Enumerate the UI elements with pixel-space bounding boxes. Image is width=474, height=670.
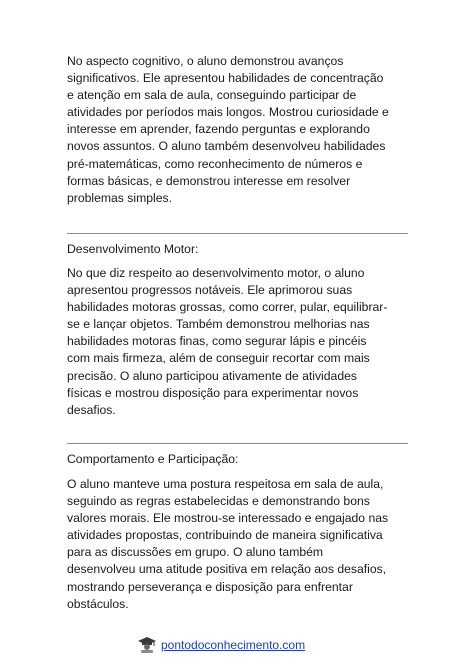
text-line: apresentou progressos notáveis. Ele aprimorou suas <box>67 283 353 298</box>
text-line: interesse em aprender, fazendo perguntas e explorando <box>67 122 370 137</box>
text-line: físicas e mostrou disposição para experimentar novos <box>67 385 359 400</box>
text-line: O aluno manteve uma postura respeitosa em sala de aula, <box>67 477 384 491</box>
heading-motor: Desenvolvimento Motor: <box>67 242 199 256</box>
text-line: desenvolveu uma atitude positiva em relação aos desafios, <box>67 562 387 577</box>
text-line: problemas simples. <box>67 190 172 205</box>
paragraph-motor <box>67 265 412 419</box>
text-line: significativos. Ele apresentou habilidades de concentração <box>67 71 384 86</box>
text-line: com mais firmeza, além de conseguir recortar com mais <box>67 351 370 366</box>
text-line: pré-matemáticas, como reconhecimento de números e <box>67 156 363 171</box>
heading-behavior: Comportamento e Participação: <box>67 452 239 466</box>
text-line: valores morais. Ele mostrou-se interessado e engajado nas <box>67 511 389 526</box>
text-line: No que diz respeito ao desenvolvimento motor, o aluno <box>67 266 365 280</box>
text-line: formas básicas, e demonstrou interesse em resolver <box>67 173 351 188</box>
text-line: e atenção em sala de aula, conseguindo participar de <box>67 88 357 103</box>
paragraph-cognitive <box>67 53 412 207</box>
text-line: habilidades motoras finas, como segurar lápis e pincéis <box>67 334 367 349</box>
text-line: desafios. <box>67 402 116 417</box>
text-line: atividades propostas, contribuindo de maneira significativa <box>67 528 383 543</box>
text-line: No aspecto cognitivo, o aluno demonstrou avanços <box>67 54 344 68</box>
text-line: obstáculos. <box>67 596 129 611</box>
section-divider <box>67 443 408 444</box>
text-line: para as discussões em grupo. O aluno também <box>67 545 324 560</box>
text-line: mostrando perseverança e disposição para enfrentar <box>67 579 353 594</box>
text-line: novos assuntos. O aluno também desenvolveu habilidades <box>67 139 386 154</box>
section-divider <box>67 233 408 234</box>
text-line: se e lançar objetos. Também demonstrou melhorias nas <box>67 317 370 332</box>
graduate-icon <box>137 636 157 654</box>
text-line: atividades por períodos mais longos. Mostrou curiosidade e <box>67 105 389 120</box>
footer-site-link[interactable]: pontodoconhecimento.com <box>161 638 306 652</box>
text-line: precisão. O aluno participou ativamente de atividades <box>67 368 357 383</box>
paragraph-behavior <box>67 476 412 613</box>
text-line: habilidades motoras grossas, como correr, pular, equilibrar- <box>67 300 388 315</box>
text-line: seguindo as regras estabelecidas e demonstrando bons <box>67 494 370 509</box>
footer <box>137 635 305 655</box>
